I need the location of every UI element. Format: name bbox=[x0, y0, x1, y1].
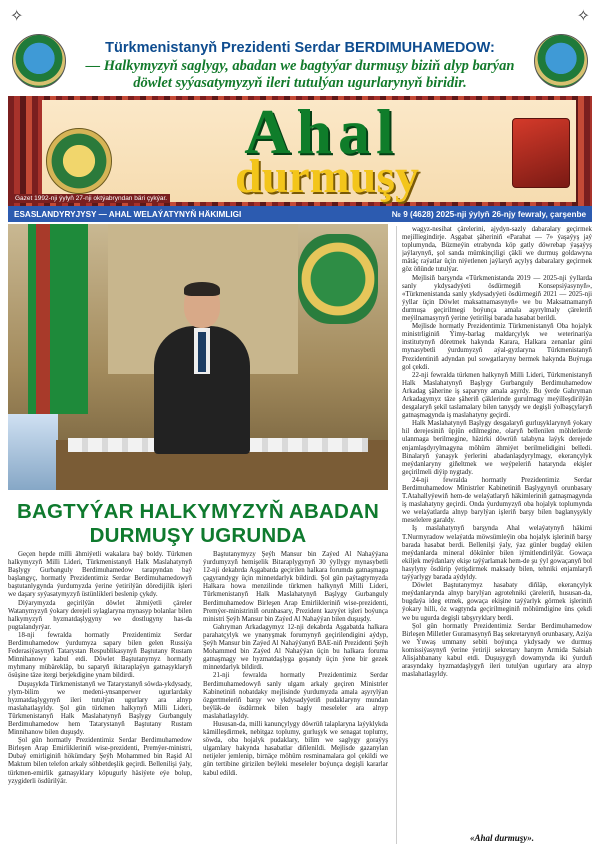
column-divider bbox=[396, 226, 397, 844]
article-column-right bbox=[402, 226, 592, 836]
paragraph: 18-nji fewralda hormatly Prezidentimiz Serdar Berdimuhamedow ýurdumyza sapary bilen gelen Russiýa Federasiýasynyň Tatarystan Respublikasynyň Baştutany Rustam Minnihanowy kabul etdi. Döwlet Baştutanymyz hormatly myhmany mübärekläp, bu saparyň ikitaraplaýyn gatnaşyklaryň ösüşine täze itergi berjekdigine ynam bildirdi. bbox=[8, 631, 192, 680]
paragraph: Iş maslahatynyň barşynda Ahal welaýatynyň häkimi T.Nurmyradow welaýatda möwsümleýin oba hojalyk işleriniň barşy barada hasabat berdi. Bellenilşi ýaly, ýaz günler bugdaý ekilen meýdanlarda mineral dökünler bilen iýmitlendirilýär. Gowaça ekiljek meýdanlary ekişe taýýarlamak hem-de şu ýyl gowaçanyň bol hasylyny ösdürip ýetişdirmek maksady bilen, tehniki enjamlaryň taýýarlygy barada aýdyldy. bbox=[402, 525, 592, 582]
paragraph: Baştutanymyzy Şeýh Mansur bin Zaýed Al Nahaýýana ýurdumyzyň hemişelik Bitaraplygynyň 30 ýyllygy mynasybetli 12-nji dekabrda Aşgabatda geçirilen halkara forumda gatnaşmaga çagyrandygy üçin minnetdarlyk bildirdi. Şol gün paýtagtymyzda Halkara howa menzilinde türkmen halkynyň Milli Lideri, Türkmenistanyň Halk Maslahatynyň Başlygy Gurbanguly Berdimuhamedow Birleşen Arap Emirlikleriniň wise-prezidenti, Premýer-ministriniň orunbasary, Prezident kazyýet işleri boýunça ministri Şeýh Mansur bin Zaýed Al Nahaýýan bilen duşuşdy. bbox=[203, 551, 388, 623]
paragraph: 21-nji fewralda hormatly Prezidentimiz Serdar Berdimuhamedowyň sanly ulgam arkaly geçiren Ministrler Kabinetiniň nobatdaky mejlisinde ýurdumyzda amala aşyrylýan özgertmeleriň barşy we ykdysadyýetiň pudaklaryny mundan beýläk-de ösdürmek bilen bagly meseleler ara alnyp maslahatlaşyldy. bbox=[203, 672, 388, 720]
president-photo bbox=[8, 224, 388, 490]
article-column-middle bbox=[203, 551, 388, 843]
banner-title: Türkmenistanyň Prezidenti Serdar BERDIMUHAMEDOW: bbox=[105, 40, 495, 56]
anniversary-emblem-icon bbox=[534, 34, 588, 88]
ornament-logo-icon bbox=[46, 128, 112, 194]
paragraph: Duşuşykda Türkmenistanyň we Tatarystanyň söwda-ykdysady, ylym-bilim we medeni-ynsanperwer ugurlardaky hyzmatdaşlygynyň ileri tutulýan ugurlary ara alnyp maslahatlaşyldy. Şol gün türkmen halkynyň Milli Lideri, Türkmenistanyň Halk Maslahatynyň Başlygy Gurbanguly Berdimuhamedow hem Tatarystanyň Baştutany Rustam Minnihanow bilen duşuşdy. bbox=[8, 680, 192, 737]
paragraph: Döwlet Baştutanymyz hasabaty diňläp, ekerançylyk meýdanlarynda alnyp barylýan agrotehniki çäreleriň, hususan-da, bugdaýa ideg etmek, gowaça ekişine taýýarlyk görmek işleriniň ýokary hilli, öz wagtynda geçirilmeginiň möhümdigine üns çekdi we bu ugurda degişli tabşyryklary berdi. bbox=[402, 582, 592, 622]
masthead-panel bbox=[42, 96, 576, 203]
issue-date: № 9 (4628) 2025-nji ýylyň 26-njy fewraly, çarşenbe bbox=[391, 209, 586, 219]
paragraph: wagyz-nesihat çärelerini, ajydyn-sazly dabaralary geçirmek mejilliegindirje. Aşgabat şäheriniň «Parahat — 7» ýaşaýyş jaý toplumynda, Büzmeýin etrabynda köp gatly döwrebap ýaşaýyş jaýlarynyň, şol sanda mümkinçiligi çäkli we durmuş goldawyna mätäç raýatlar üçin niýetlenen jaýlaryň açylyş dabaralary geçirmek göz öňünde tutulýar. bbox=[402, 226, 592, 274]
paragraph: Gahryman Arkadagymyz 12-nji dekabrda Aşgabatda halkara parahatçylyk we ynanyşmak forumynyň geçirilendigini aýdyp, Şeýh Mansur bin Zaýed Al Nahaýýanyň BAE-niň Prezidenti Şeýh Mohammed bin Zaýed Al Nahaýýan üçin bu halkara foruma gatnaşmagy we hyzmatdaşlyga goşandy üçin ýene bir gezek minnetdarlyk bildirdi. bbox=[203, 623, 388, 672]
paragraph: 22-nji fewralda türkmen halkynyň Milli Lideri, Türkmenistanyň Halk Maslahatynyň Başlygy Gurbanguly Berdimuhamedow Arkadag şäherine iş saparyny amala aşyrdy. Bu ýerde Gahryman Arkadagymyz täze şäheriň çäklerinde gurulmagy meýilleşdirilýän desgalaryň şekil taslamalary bilen tanyşdy we degişli ýolbaşçylaryň gatnaşmagynda iş maslahatyny geçirdi. bbox=[402, 371, 592, 420]
star-icon: ✧ bbox=[10, 6, 24, 25]
paragraph: Mejlisde hormatly Prezidentimiz Türkmenistanyň Oba hojalyk ministrliginiň Ýimy-barlag maldarçylyk we weterinariýa institutynyň döretmek hakynda Karara, Halkara zenanlar güni mynasybetli ýurdumyzyň aýal-gyzlaryna Türkmenistanyň Prezidentiniň adyndan pul sowgatlaryny bermek hakynda Buýruga gol çekdi. bbox=[402, 323, 592, 371]
person-figure bbox=[154, 284, 250, 454]
state-emblem-icon bbox=[298, 234, 378, 324]
flag-stripe-shape bbox=[36, 224, 50, 414]
paragraph: 24-nji fewralda hormatly Prezidentimiz Serdar Berdimuhamedow Ministrler Kabinetiniň Başlygynyň orunbasary T.Atahallyýewiň hem-de welaýatlaryň häkimleriniň gatnaşmagynda iş maslahatyny geçirdi. Onda ýurdumyzyň oba hojalyk toplumynda we welaýatlarda alnyp barylýan işleriň barşy bilen baglanyşykly meselelere garaldy. bbox=[402, 476, 592, 525]
paragraph: Şol gün hormatly Prezidentimiz Serdar Berdimuhamedow Birleşen Arap Emirlikleriniň wise-prezidenti, Premýer-ministri, Dubaý emirliginiň hökümdary Şeýh Mohammed bin Raşid Al Maktum bilen telefon arkaly söhbetdeşlik geçirdi. Bellenilişi ýaly, türkmen-emirlik gatnaşyklary köpugurly häsiýete eýe bolup, yzygiderli ösdürilýär. bbox=[8, 737, 192, 785]
founder-label: ESASLANDYRYJYSY — AHAL WELAÝATYNYŇ HÄKIMLIGI bbox=[14, 209, 242, 219]
article-column-left bbox=[8, 551, 192, 843]
founded-note: Gazet 1992-nji ýylyň 27-nji oktýabryndan bäri çykýar. bbox=[12, 194, 170, 203]
paragraph: Mejlisiň barşynda «Türkmenistanda 2019 — 2025-nji ýyllarda sanly ykdysadyýeti ösdürmegiň Konsepsiýasynyň», «Türkmenistanda sanly ykdysadyýeti ösdürmegiň 2021 — 2025-nji ýyllar üçin Döwlet maksatnamasynyň» we bu Maksatnamanyň durmuşa geçirilmegi boýunça amala aşyrylmaly çäreleriň meýilnamasynyň ýerine ýetirilişi barada hasabat berildi. bbox=[402, 274, 592, 323]
hair bbox=[184, 282, 220, 296]
masthead-title-top: Ahal bbox=[244, 96, 400, 167]
masthead-title-bottom: durmuşy bbox=[234, 150, 420, 203]
paragraph: Halk Maslahatynyň Başlygy desgalaryň gurluşyklarynyň ýokary hil derejesiniň üpjün edilmegine, olaryň bellenilen möhletlerde ulanmaga berilmegine, häzirki döwrüň talabyna laýyk derejede enjamlaşdyrylmagyna möhüm ähmiýet berilmelidigini belledi. Binalaryň ýanaşyk ýerlerini abadanlaşdyrylmagy, ekerançylyk meýdanlaryny giňeltmek we weýpeleriň hatarynda ekişler geçirilmeli diýip nygtady. bbox=[402, 420, 592, 476]
wall-painting bbox=[8, 414, 58, 490]
paragraph: Hususan-da, milli kanunçylygy döwrüň talaplaryna laýyklykda kämilleşdirmek, nebitgaz toplumy, gurluşyk we senagat toplumy, söwda, oba hojalyk pudaklary, bilim we saglygy goraýyş ulgamlary hakynda hasabatlar diňlenildi. Mejlisde gazanylan netijeler jemlenip, birnäçe möhüm resminamalara gol çekildi we gün tertibine girizilen beýleki meseleler boýunça degişli kararlar kabul edildi. bbox=[203, 720, 388, 777]
issue-info-bar bbox=[8, 206, 592, 222]
masthead bbox=[8, 96, 592, 206]
tie bbox=[198, 332, 206, 372]
paragraph: Şol gün hormatly Prezidentimiz Serdar Berdimuhamedow Birleşen Milletler Guramasynyň Baş sekretarynyň orunbasary, Aziýa we Ýuwaş ummany sebiti boýunça ykdysady we durmuş komissiýasynyň ýerine ýetiriji sekretary hanym Armida Salsiah Alisjahbanany kabul etdi. Duşuşygyň dowamynda iki ýurduň arasyndaky hyzmatdaşlygyň ileri tutulýan ugurlary ara alnyp maslahatlaşyldy. bbox=[402, 622, 592, 679]
banner-quote: — Halkymyzyň saglygy, abadan we bagtyýar durmuşy biziň alyp barýan döwlet syýasatymyzyň ileri tutulýan ugurlarynyň biridir. bbox=[85, 58, 515, 91]
top-banner bbox=[8, 8, 592, 106]
star-icon: ✧ bbox=[576, 6, 590, 25]
carpet-ornament-icon bbox=[512, 118, 570, 188]
article-signature: «Ahal durmuşy». bbox=[470, 833, 535, 843]
article-headline: BAGTYÝAR HALKYMYZYŇ ABADAN DURMUŞY UGRUNDA bbox=[16, 500, 380, 547]
state-emblem-icon bbox=[12, 34, 66, 88]
paragraph: Geçen hepde milli ähmiýetli wakalara baý boldy. Türkmen halkymyzyň Milli Lideri, Türkmenistanyň Halk Maslahatynyň Başlygy Gurbanguly Berdimuhamedow tarapyndan baý başlangyç, hormatly Prezidentimiz Serdar Berdimuhamedowyň baştutanlygynda ýurdumyzda ýerine ýetirilýän döredijilik işleri we daşary syýasatymyzyň üstünlikleri beslenip çykdy. bbox=[8, 551, 192, 599]
paragraph: Diýarymyzda geçirilýän döwlet ähmiýetli çäreler Watanymyzyň ýokary derejeli sylaglaryna mynasyp bolanlar bilen halkymyzyň hyzmatdaşlygyny we dostlugyny has-da pugtalandyrýar. bbox=[8, 599, 192, 631]
